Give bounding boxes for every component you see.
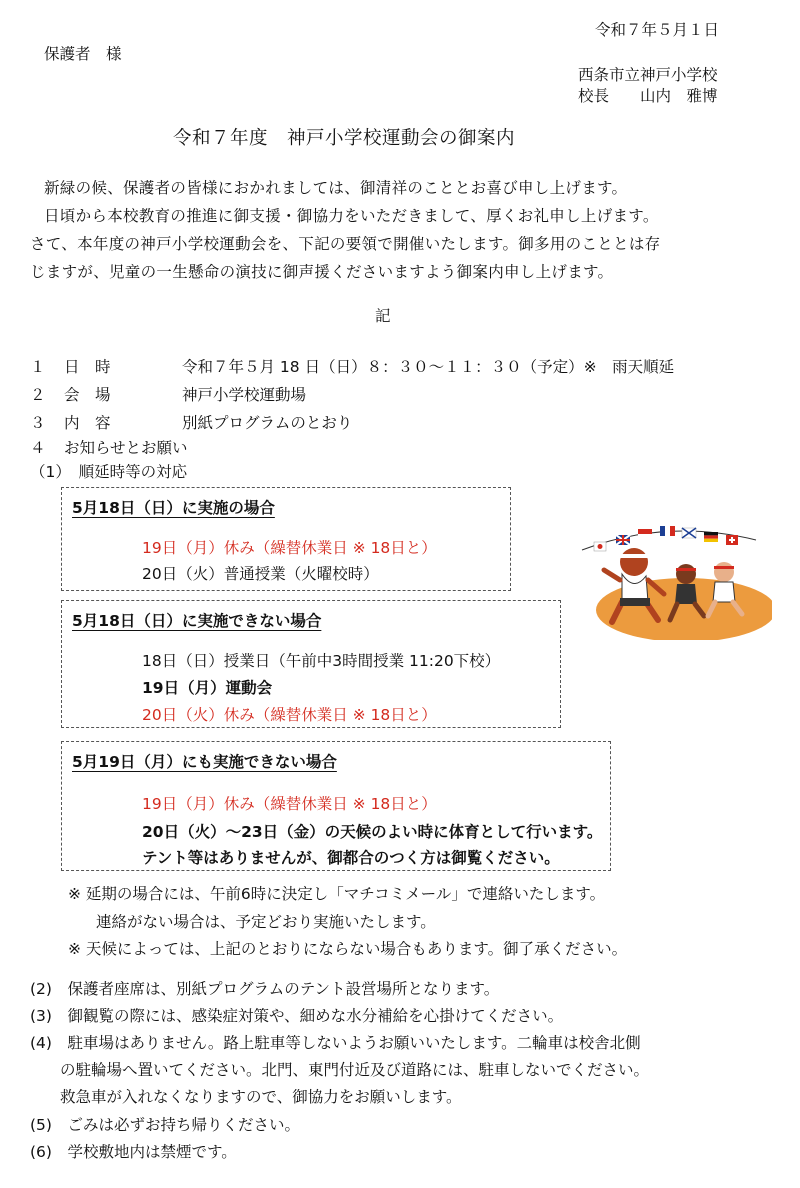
- item-2-num: ２: [30, 386, 46, 404]
- item-1-value: 令和７年５月 18 日（日）８：３０～１１：３０（予定）※ 雨天順延: [182, 358, 675, 376]
- item-1-label: 日 時: [64, 358, 111, 376]
- document-title: 令和７年度 神戸小学校運動会の御案内: [173, 128, 516, 149]
- intro-paragraph: [30, 174, 770, 286]
- item-3-num: ３: [30, 414, 46, 432]
- intro-line-4: じますが、児童の一生懸命の演技に御声援くださいますよう御案内申し上げます。: [30, 263, 614, 281]
- schedule-box-held: [61, 487, 511, 591]
- schedule-box-postponed: [61, 600, 561, 728]
- box-1-title: 5月18日（日）に実施の場合: [72, 499, 275, 517]
- item-3-value: 別紙プログラムのとおり: [182, 414, 353, 432]
- box-3-line-1: 19日（月）休み（繰替休業日 ※ 18日と）: [142, 795, 437, 813]
- item-2-value: 神戸小学校運動場: [182, 386, 307, 404]
- intro-line-2: 日頃から本校教育の推進に御支援・御協力をいただきまして、厚くお礼申し上げます。: [44, 207, 659, 225]
- flag-germany-icon: [704, 532, 718, 535]
- box-3-title: 5月19日（月）にも実施できない場合: [72, 753, 337, 771]
- intro-line-3: さて、本年度の神戸小学校運動会を、下記の要領で開催いたします。御多用のこととは存: [30, 235, 661, 253]
- principal-name: 校長 山内 雅博: [578, 87, 718, 105]
- schedule-box-postponed-again: [61, 741, 611, 871]
- sub-item-4: (4) 駐車場はありません。路上駐車等しないようお願いいたします。二輪車は校舎北側: [30, 1034, 641, 1052]
- flag-france-icon: [660, 526, 665, 536]
- ki-marker: 記: [375, 307, 391, 325]
- document-date: 令和７年５月１日: [595, 21, 720, 39]
- sports-day-illustration: [576, 510, 772, 640]
- box-3-line-3: テント等はありませんが、御都合のつく方は御覧ください。: [142, 849, 560, 867]
- box-1-line-1: 19日（月）休み（繰替休業日 ※ 18日と）: [142, 539, 437, 557]
- item-2-label: 会 場: [64, 386, 111, 404]
- sub-item-6: (6) 学校敷地内は禁煙です。: [30, 1143, 237, 1161]
- sub-item-2: (2) 保護者座席は、別紙プログラムのテント設営場所となります。: [30, 980, 500, 998]
- box-2-line-1: 18日（日）授業日（午前中3時間授業 11:20下校）: [142, 652, 501, 670]
- item-4-num: ４: [30, 439, 46, 457]
- note-3: ※ 天候によっては、上記のとおりにならない場合もあります。御了承ください。: [68, 940, 628, 958]
- sub-item-1: （1） 順延時等の対応: [30, 463, 188, 481]
- box-3-line-2: 20日（火）～23日（金）の天候のよい時に体育として行います。: [142, 823, 603, 841]
- intro-line-1: 新緑の候、保護者の皆様におかれましては、御清祥のこととお喜び申し上げます。: [44, 179, 628, 197]
- sub-item-5: (5) ごみは必ずお持ち帰りください。: [30, 1116, 300, 1134]
- school-name: 西条市立神戸小学校: [578, 66, 718, 84]
- addressee: 保護者 様: [44, 45, 122, 63]
- sub-item-3: (3) 御観覧の際には、感染症対策や、細めな水分補給を心掛けてください。: [30, 1007, 564, 1025]
- item-1-num: １: [30, 358, 46, 376]
- note-2: 連絡がない場合は、予定どおり実施いたします。: [96, 913, 436, 931]
- note-1: ※ 延期の場合には、午前6時に決定し「マチコミメール」で連絡いたします。: [68, 885, 606, 903]
- sub-item-4-cont-2: 救急車が入れなくなりますので、御協力をお願いします。: [60, 1088, 462, 1106]
- box-1-line-2: 20日（火）普通授業（火曜校時）: [142, 565, 379, 583]
- box-2-title: 5月18日（日）に実施できない場合: [72, 612, 322, 630]
- sub-item-4-cont-1: の駐輪場へ置いてください。北門、東門付近及び道路には、駐車しないでください。: [60, 1061, 650, 1079]
- item-3-label: 内 容: [64, 414, 111, 432]
- box-2-line-2: 19日（月）運動会: [142, 679, 273, 697]
- box-2-line-3: 20日（火）休み（繰替休業日 ※ 18日と）: [142, 706, 437, 724]
- item-4-label: お知らせとお願い: [64, 439, 188, 457]
